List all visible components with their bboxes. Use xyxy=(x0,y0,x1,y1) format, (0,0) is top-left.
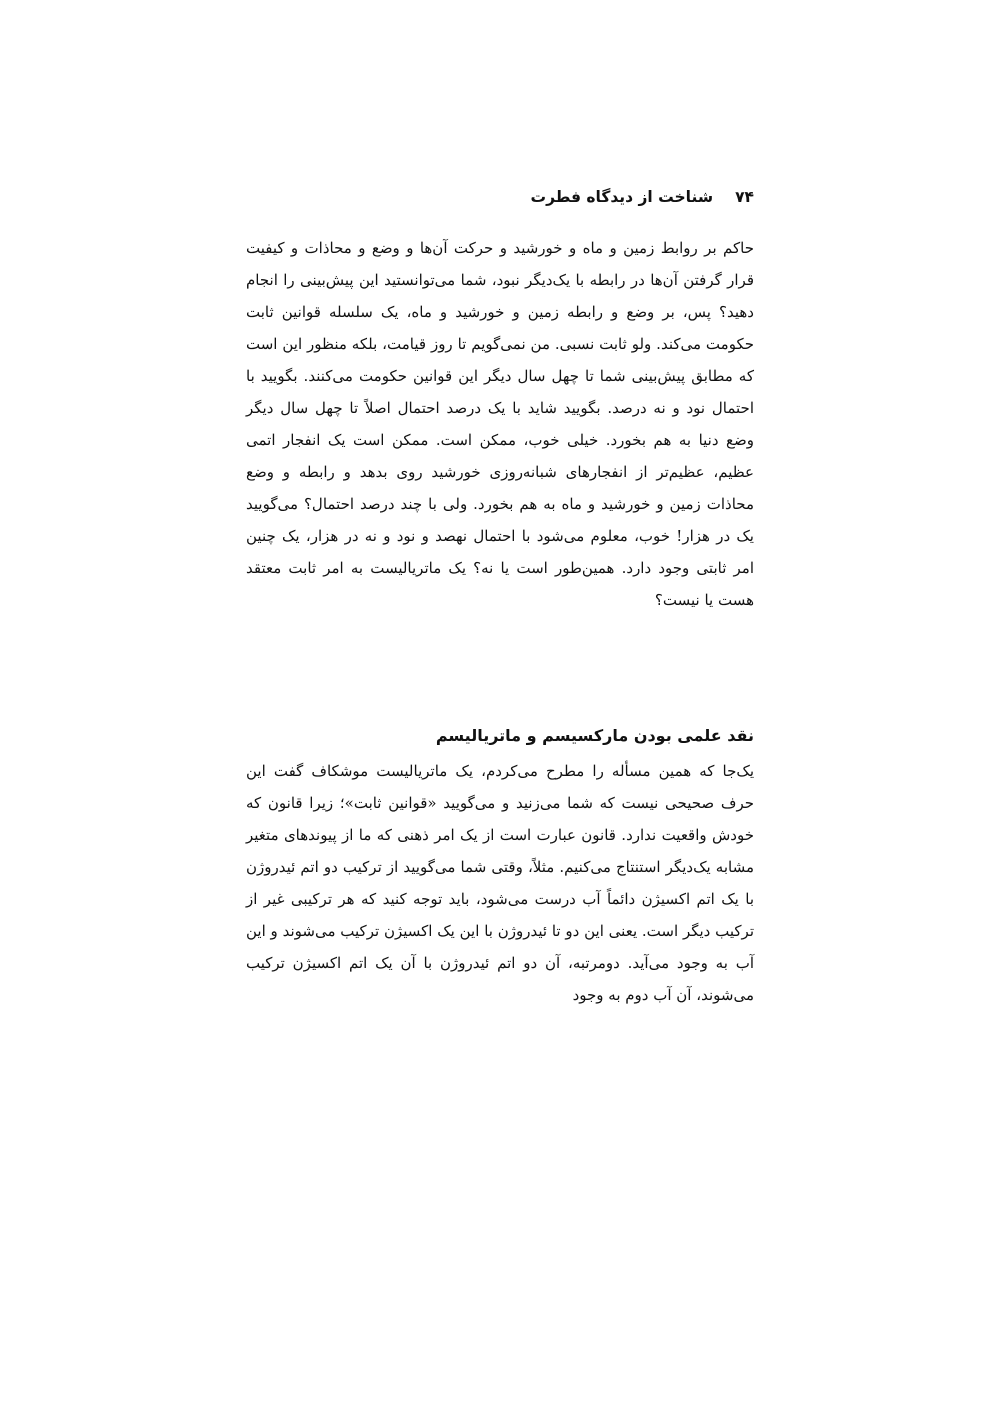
book-title: شناخت از دیدگاه فطرت xyxy=(530,188,714,206)
page-number: ۷۴ xyxy=(735,188,754,206)
body-paragraph-1 xyxy=(246,232,754,616)
body-paragraph-2 xyxy=(246,755,754,1011)
paragraph-text: حاکم بر روابط زمین و ماه و خورشید و حرکت آن‌ها و وضع و محاذات و کیفیت قرار گرفتن آن‌ها در رابطه با یک‌دیگر نبود، شما می‌توانستید این پیش‌بینی را انجام دهید؟ پس، بر وضع و رابطه زمین و خورشید و ماه، یک سلسله قوانین ثابت حکومت می‌کند. ولو ثابت نسبی. من نمی‌گویم تا روز قیامت، بلکه منظور این است که مطابق پیش‌بینی شما تا چهل سال دیگر این قوانین حکومت می‌کنند. بگویید با احتمال نود و نه درصد. بگویید شاید با یک درصد احتمال اصلاً تا چهل سال دیگر وضع دنیا به هم بخورد. خیلی خوب، ممکن است. ممکن است یک انفجار اتمی عظیم، عظیم‌تر از انفجارهای شبانه‌روزی خورشید روی بدهد و رابطه و وضع محاذات زمین و خورشید و ماه به هم بخورد. ولی با چند درصد احتمال؟ می‌گویید یک در هزار! خوب، معلوم می‌شود با احتمال نهصد و نود و نه در هزار، یک چنین امر ثابتی وجود دارد. همین‌طور است یا نه؟ یک ماتریالیست به امر ثابت معتقد هست یا نیست؟ xyxy=(246,239,754,609)
section-heading: نقد علمی بودن مارکسیسم و ماتریالیسم xyxy=(435,726,754,745)
running-header xyxy=(246,182,754,212)
paragraph-text: یک‌جا که همین مسأله را مطرح می‌کردم، یک ماتریالیست موشکاف گفت این حرف صحیحی نیست که شما می‌زنید و می‌گویید «قوانین ثابت»؛ زیرا قانون که خودش واقعیت ندارد. قانون عبارت است از یک امر ذهنی که ما از پیوندهای متغیر مشابه یک‌دیگر استنتاج می‌کنیم. مثلاً، وقتی شما می‌گویید از ترکیب دو اتم ئیدروژن با یک اتم اکسیژن دائماً آب درست می‌شود، باید توجه کنید که هر ترکیبی غیر از ترکیب دیگر است. یعنی این دو تا ئیدروژن با این یک اکسیژن ترکیب می‌شوند و این آب به وجود می‌آید. دومرتبه، آن دو اتم ئیدروژن با آن یک اتم اکسیژن ترکیب می‌شوند، آن آب دوم به وجود xyxy=(246,762,754,1004)
